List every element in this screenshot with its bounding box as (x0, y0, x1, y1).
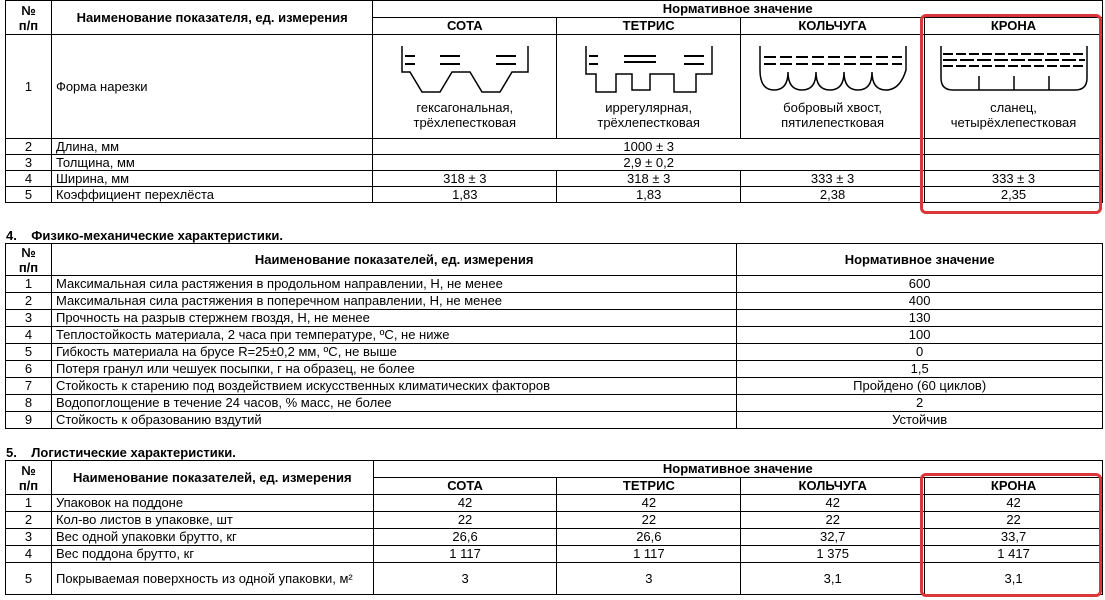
row-num: 7 (6, 378, 52, 395)
row-value-kolchuga: 3,1 (741, 563, 925, 595)
row-name: Упаковок на поддоне (51, 495, 373, 512)
shape-caption-sota: гексагональная, трёхлепестковая (413, 99, 517, 130)
product-krona: КРОНА (925, 18, 1103, 35)
row-num: 1 (6, 495, 52, 512)
row-name: Стойкость к образованию вздутий (51, 412, 736, 429)
row-num: 3 (6, 310, 52, 327)
row-value-tetris: 1,83 (557, 187, 741, 203)
shape-caption-tetris: иррегулярная, трёхлепестковая (597, 99, 700, 130)
row-value: 130 (737, 310, 1103, 327)
logistics-table (5, 460, 1103, 595)
row-value-sota: 42 (373, 495, 557, 512)
row-name: Максимальная сила растяжения в поперечном направлении, Н, не менее (51, 293, 736, 310)
table-row (6, 187, 1103, 203)
row-name: Гибкость материала на брусе R=25±0,2 мм, ºС, не выше (51, 344, 736, 361)
row-value: 100 (737, 327, 1103, 344)
header-norm: Нормативное значение (737, 244, 1103, 276)
row-num: 5 (6, 563, 52, 595)
row-name: Вес одной упаковки брутто, кг (51, 529, 373, 546)
row-name: Форма нарезки (51, 35, 372, 139)
row-value-krona: 1 417 (925, 546, 1103, 563)
row-value-krona: 42 (925, 495, 1103, 512)
table-row (6, 171, 1103, 187)
row-value-kolchuga: 1 375 (741, 546, 925, 563)
row-value-kolchuga: 2,38 (741, 187, 925, 203)
row-num: 3 (6, 155, 52, 171)
row-value-sota: 26,6 (373, 529, 557, 546)
shape-cell-kolchuga (741, 35, 925, 139)
row-value-krona: 333 ± 3 (925, 171, 1103, 187)
table-row (6, 512, 1103, 529)
header-num: № п/п (6, 461, 52, 495)
section-4-title: 4. Физико-механические характеристики. (6, 228, 283, 243)
row-value-kolchuga: 333 ± 3 (741, 171, 925, 187)
product-kolchuga: КОЛЬЧУГА (741, 18, 925, 35)
header-name: Наименование показателя, ед. измерения (51, 1, 372, 35)
row-num: 1 (6, 35, 52, 139)
header-num: № п/п (6, 244, 52, 276)
row-name: Прочность на разрыв стержнем гвоздя, Н, не менее (51, 310, 736, 327)
row-value-tetris: 22 (557, 512, 741, 529)
table-row (6, 344, 1103, 361)
row-name: Коэффициент перехлёста (51, 187, 372, 203)
shape-caption-krona: сланец, четырёхлепестковая (950, 99, 1077, 130)
table-row (6, 35, 1103, 139)
table-row (6, 378, 1103, 395)
hexagonal-shingle-icon (400, 44, 530, 100)
row-value-tetris: 42 (557, 495, 741, 512)
slate-shingle-icon (939, 44, 1089, 100)
row-value-krona (925, 139, 1103, 155)
row-value: 1,5 (737, 361, 1103, 378)
row-value: 2 (737, 395, 1103, 412)
row-name: Максимальная сила растяжения в продольном направлении, Н, не менее (51, 276, 736, 293)
product-sota: СОТА (373, 478, 557, 495)
header-norm: Нормативное значение (373, 1, 1103, 18)
row-value-sota: 1 117 (373, 546, 557, 563)
row-value: 600 (737, 276, 1103, 293)
table-row (6, 529, 1103, 546)
product-kolchuga: КОЛЬЧУГА (741, 478, 925, 495)
table-row (6, 412, 1103, 429)
row-name: Теплостойкость материала, 2 часа при температуре, ºС, не ниже (51, 327, 736, 344)
row-num: 8 (6, 395, 52, 412)
row-num: 3 (6, 529, 52, 546)
row-value-krona: 33,7 (925, 529, 1103, 546)
row-value-sota: 22 (373, 512, 557, 529)
row-num: 4 (6, 171, 52, 187)
table-row (6, 327, 1103, 344)
product-tetris: ТЕТРИС (557, 478, 741, 495)
header-name: Наименование показателей, ед. измерения (51, 244, 736, 276)
row-num: 5 (6, 344, 52, 361)
table-row (6, 155, 1103, 171)
product-tetris: ТЕТРИС (557, 18, 741, 35)
beaver-tail-shingle-icon (758, 44, 908, 100)
row-value-tetris: 1 117 (557, 546, 741, 563)
product-krona: КРОНА (925, 478, 1103, 495)
row-value: Устойчив (737, 412, 1103, 429)
table-row (6, 546, 1103, 563)
row-num: 4 (6, 327, 52, 344)
row-num: 9 (6, 412, 52, 429)
row-value-krona: 2,35 (925, 187, 1103, 203)
table-row (6, 139, 1103, 155)
row-value-sota: 3 (373, 563, 557, 595)
section-5-title: 5. Логистические характеристики. (6, 445, 236, 460)
row-name: Стойкость к старению под воздействием искусственных климатических факторов (51, 378, 736, 395)
row-value-sota: 318 ± 3 (373, 171, 557, 187)
row-value-krona (925, 155, 1103, 171)
table-row (6, 293, 1103, 310)
table-row (6, 276, 1103, 293)
row-name: Толщина, мм (51, 155, 372, 171)
row-name: Покрываемая поверхность из одной упаковки, м² (51, 563, 373, 595)
row-num: 6 (6, 361, 52, 378)
row-name: Длина, мм (51, 139, 372, 155)
row-value-kolchuga: 42 (741, 495, 925, 512)
physical-mechanical-table (5, 243, 1103, 429)
row-num: 2 (6, 293, 52, 310)
row-value-krona: 22 (925, 512, 1103, 529)
row-name: Потеря гранул или чешуек посыпки, г на образец, не более (51, 361, 736, 378)
row-value-krona: 3,1 (925, 563, 1103, 595)
row-name: Кол-во листов в упаковке, шт (51, 512, 373, 529)
header-num: № п/п (6, 1, 52, 35)
table-row (6, 395, 1103, 412)
shape-cell-sota (373, 35, 557, 139)
row-num: 2 (6, 512, 52, 529)
product-dimensions-table (5, 0, 1103, 203)
row-name: Водопоглощение в течение 24 часов, % масс, не более (51, 395, 736, 412)
shape-cell-krona (925, 35, 1103, 139)
shape-cell-tetris (557, 35, 741, 139)
row-value-merged: 1000 ± 3 (373, 139, 925, 155)
row-value-tetris: 3 (557, 563, 741, 595)
row-value: 0 (737, 344, 1103, 361)
row-name: Вес поддона брутто, кг (51, 546, 373, 563)
product-sota: СОТА (373, 18, 557, 35)
row-num: 2 (6, 139, 52, 155)
table-row (6, 361, 1103, 378)
row-num: 4 (6, 546, 52, 563)
row-value-kolchuga: 32,7 (741, 529, 925, 546)
row-num: 1 (6, 276, 52, 293)
row-num: 5 (6, 187, 52, 203)
row-name: Ширина, мм (51, 171, 372, 187)
row-value: Пройдено (60 циклов) (737, 378, 1103, 395)
row-value-merged: 2,9 ± 0,2 (373, 155, 925, 171)
row-value-kolchuga: 22 (741, 512, 925, 529)
header-norm: Нормативное значение (373, 461, 1102, 478)
tetris-shingle-icon (584, 44, 714, 100)
row-value-sota: 1,83 (373, 187, 557, 203)
table-row (6, 563, 1103, 595)
header-name: Наименование показателей, ед. измерения (51, 461, 373, 495)
shape-caption-kolchuga: бобровый хвост, пятилепестковая (781, 99, 885, 130)
row-value-tetris: 26,6 (557, 529, 741, 546)
row-value: 400 (737, 293, 1103, 310)
table-row (6, 310, 1103, 327)
row-value-tetris: 318 ± 3 (557, 171, 741, 187)
table-row (6, 495, 1103, 512)
